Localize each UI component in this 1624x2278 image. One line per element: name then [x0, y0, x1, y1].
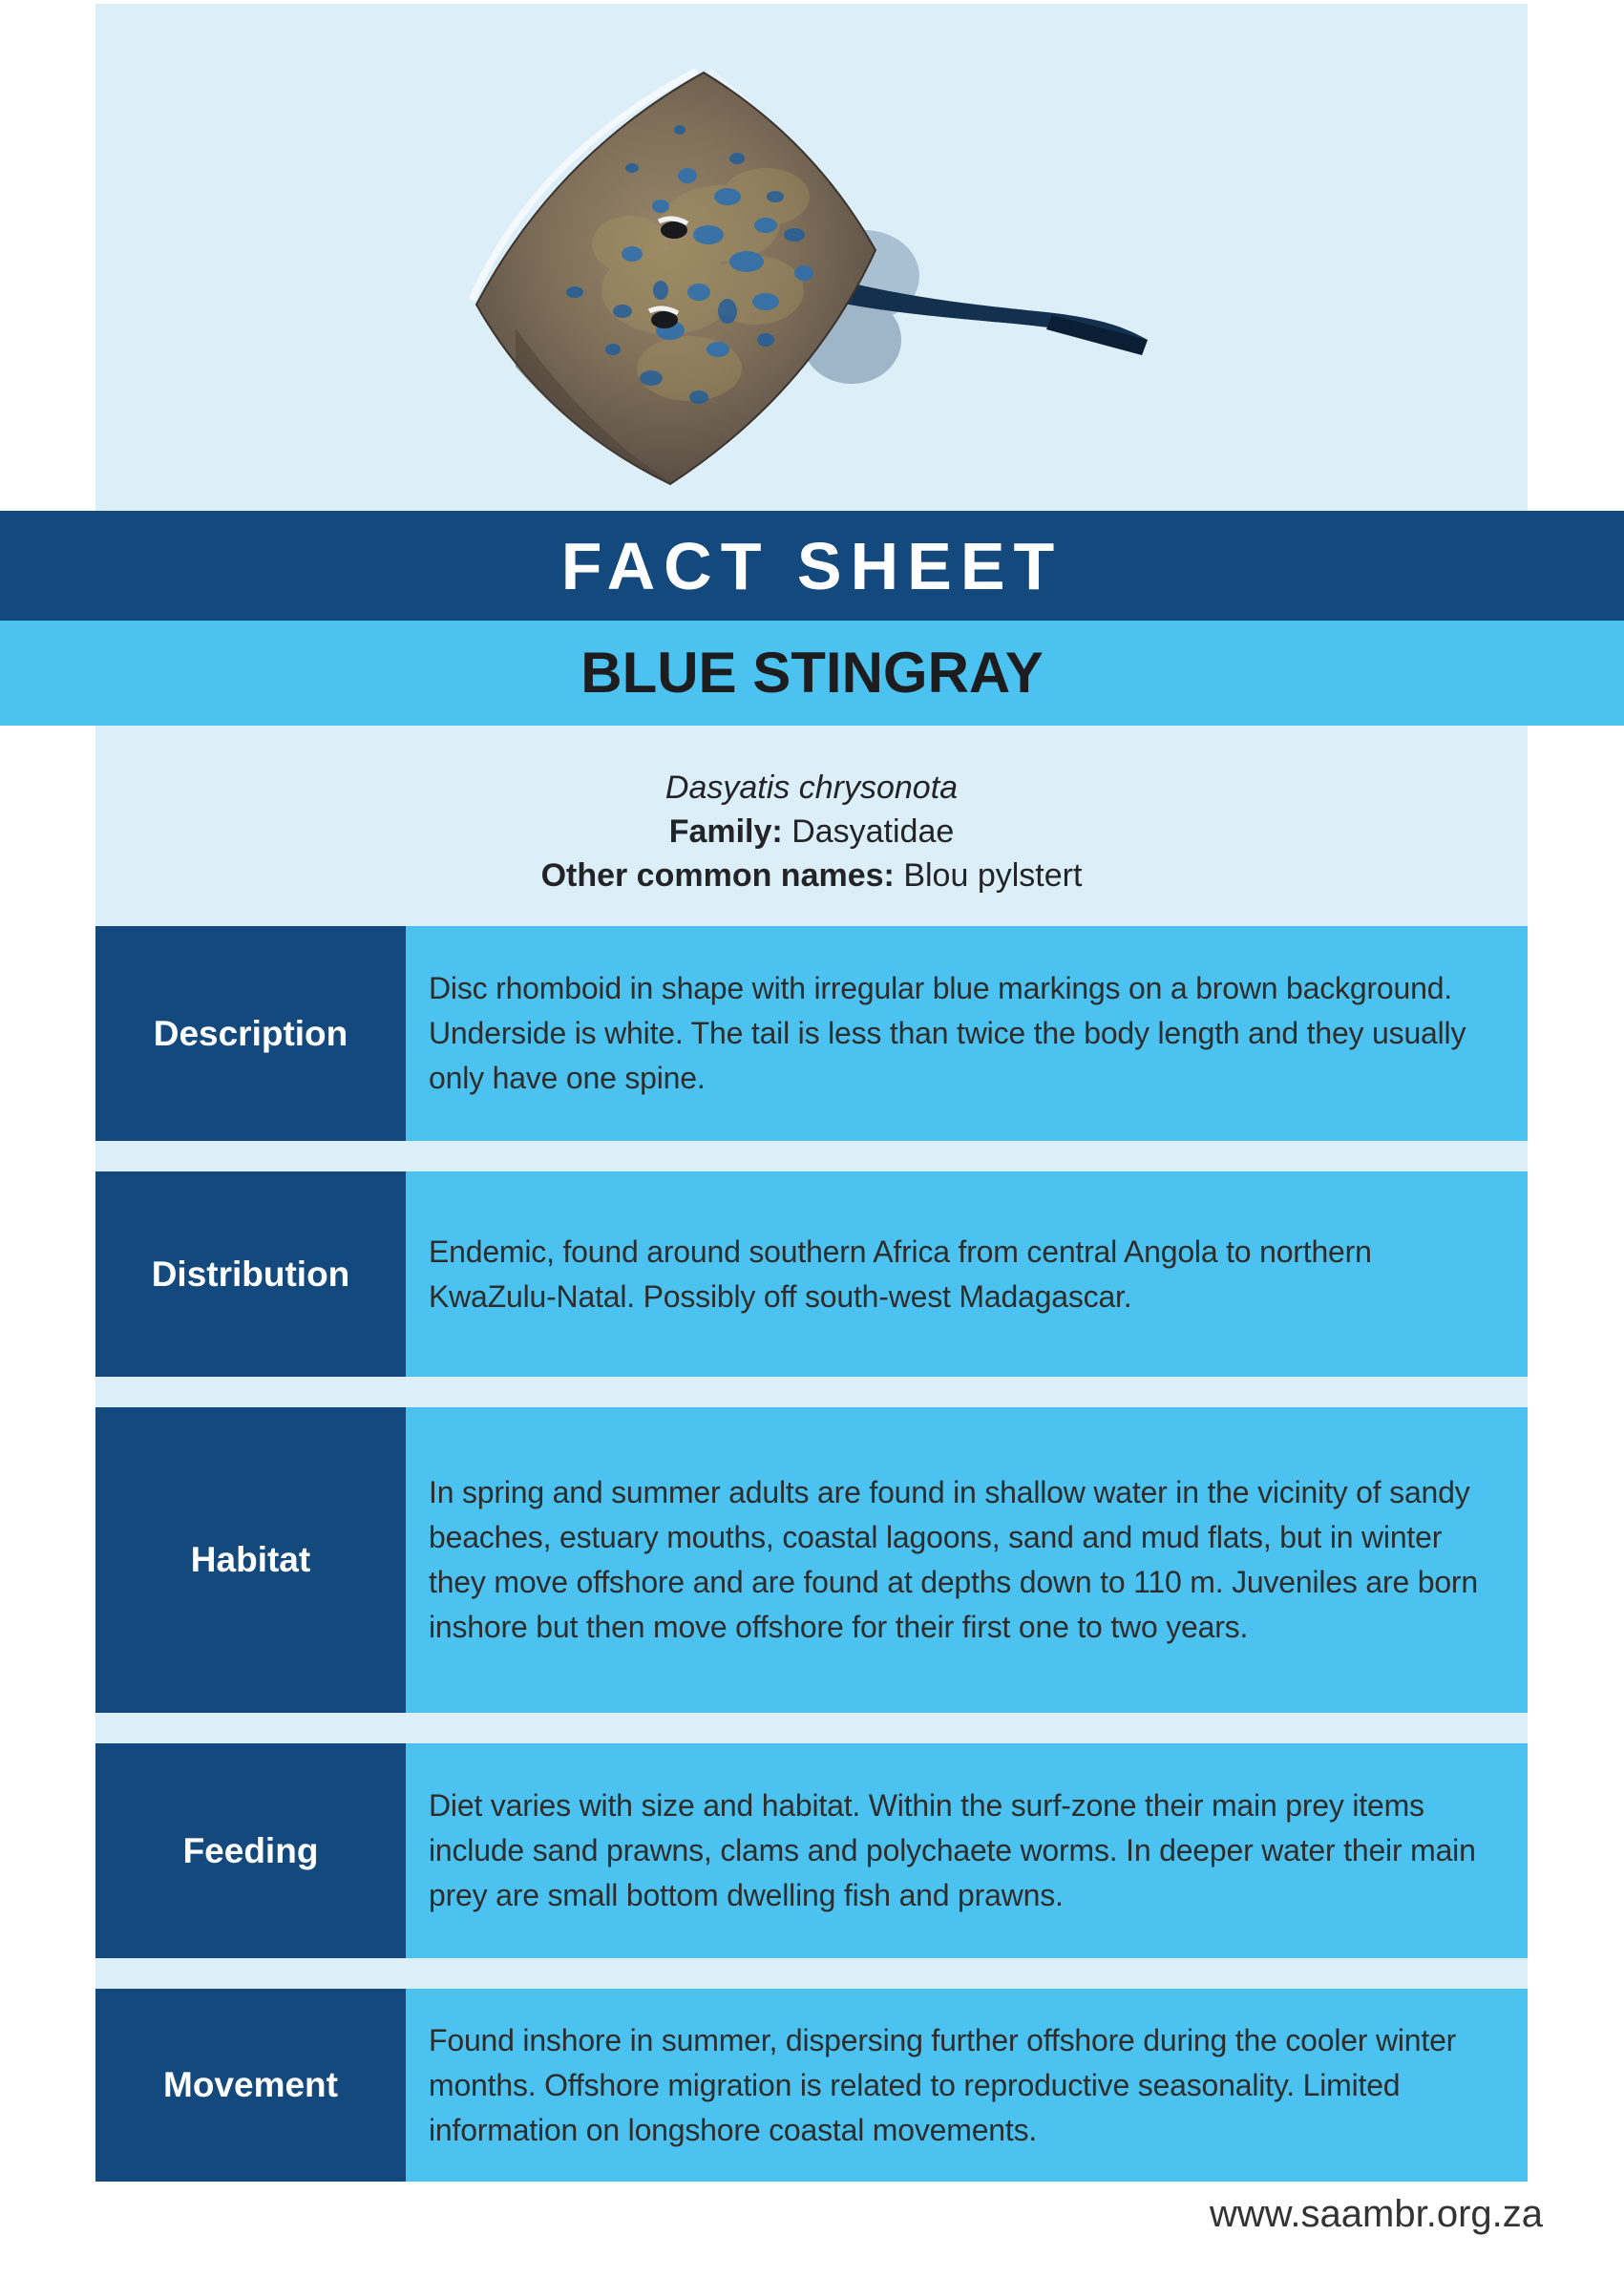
other-names-label: Other common names: [540, 857, 895, 894]
family-label: Family: [668, 813, 783, 850]
row-label: Habitat [95, 1407, 406, 1713]
row-label: Description [95, 926, 406, 1141]
row-habitat [95, 1407, 1528, 1713]
species-title: BLUE STINGRAY [580, 641, 1044, 705]
row-text: Found inshore in summer, dispersing further offshore during the cooler winter months. Offshore migration is related to reproductive seasonality. Limited information on longshore coastal movements. [406, 1989, 1528, 2182]
row-distribution [95, 1171, 1528, 1377]
fact-sheet-banner [0, 511, 1624, 621]
other-names-line [95, 854, 1528, 897]
row-feeding [95, 1743, 1528, 1958]
row-text: In spring and summer adults are found in shallow water in the vicinity of sandy beaches, estuary mouths, coastal lagoons, sand and mud flats, but in winter they move offshore and are found at depths down to 110 m. Juveniles are born inshore but then move offshore for their first one to two years. [406, 1407, 1528, 1713]
row-label: Distribution [95, 1171, 406, 1377]
blue-stingray-photo [95, 4, 1528, 511]
row-label: Movement [95, 1989, 406, 2182]
scientific-name: Dasyatis chrysonota [664, 770, 959, 806]
family-value: Dasyatidae [791, 813, 955, 850]
row-text: Diet varies with size and habitat. Within the surf-zone their main prey items include sand prawns, clams and polychaete worms. In deeper water their main prey are small bottom dwelling fish and prawns. [406, 1743, 1528, 1958]
family-line [95, 810, 1528, 854]
row-label: Feeding [95, 1743, 406, 1958]
row-text: Disc rhomboid in shape with irregular blue markings on a brown background. Underside is white. The tail is less than twice the body length and they usually only have one spine. [406, 926, 1528, 1141]
photo-panel [95, 4, 1528, 511]
content-panel [95, 726, 1528, 2182]
species-banner [0, 621, 1624, 726]
taxonomy-block [95, 726, 1528, 897]
row-movement [95, 1989, 1528, 2182]
row-text: Endemic, found around southern Africa from central Angola to northern KwaZulu-Natal. Possibly off south-west Madagascar. [406, 1171, 1528, 1377]
website-link[interactable]: www.saambr.org.za [1209, 2193, 1543, 2235]
other-names-value: Blou pylstert [903, 857, 1083, 894]
row-description [95, 926, 1528, 1141]
footer [0, 2193, 1543, 2236]
fact-sheet-title: FACT SHEET [560, 528, 1064, 603]
